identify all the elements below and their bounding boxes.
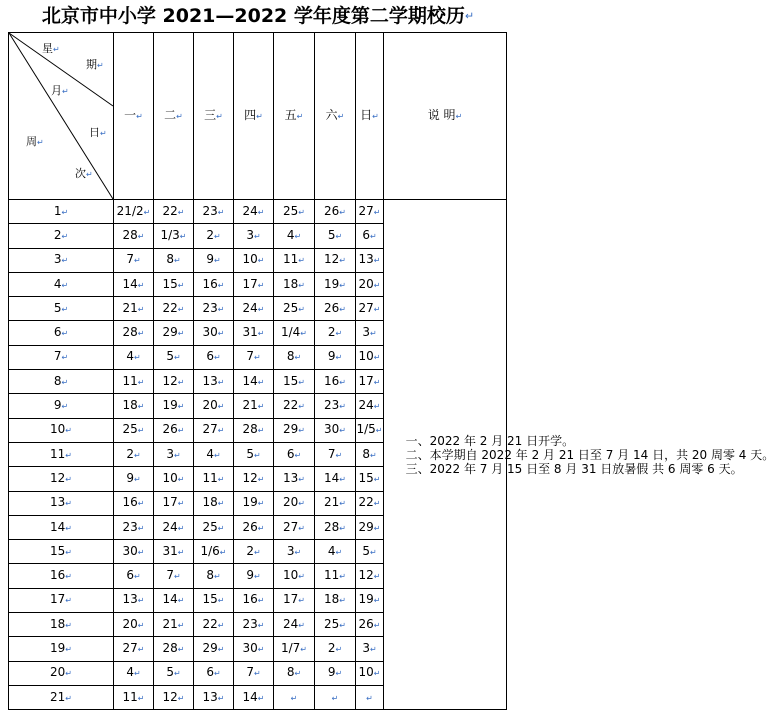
- date-cell: 10↵: [274, 564, 315, 588]
- date-cell: 5↵: [234, 442, 274, 466]
- date-cell: 2↵: [315, 637, 356, 661]
- date-cell: 30↵: [234, 637, 274, 661]
- date-cell: 10↵: [234, 248, 274, 272]
- date-cell: 13↵: [194, 685, 234, 709]
- date-cell: 26↵: [154, 418, 194, 442]
- weekday-header-wed: 三↵: [194, 33, 234, 200]
- notes-header: 说 明↵: [384, 33, 507, 200]
- date-cell: 22↵: [274, 394, 315, 418]
- page-title: [0, 2, 516, 30]
- weekday-header-fri: 五↵: [274, 33, 315, 200]
- date-cell: 14↵: [234, 370, 274, 394]
- date-cell: 2↵: [114, 442, 154, 466]
- date-cell: 23↵: [315, 394, 356, 418]
- week-number-cell: 15↵: [9, 540, 114, 564]
- date-cell: 9↵: [194, 248, 234, 272]
- title-text: 北京市中小学 2021—2022 学年度第二学期校历: [41, 5, 465, 27]
- date-cell: 17↵: [234, 272, 274, 296]
- date-cell: 10↵: [154, 467, 194, 491]
- weekday-header-thu: 四↵: [234, 33, 274, 200]
- date-cell: 27↵: [274, 515, 315, 539]
- date-cell: 7↵: [234, 345, 274, 369]
- date-cell: 22↵: [154, 297, 194, 321]
- date-cell: 6↵: [194, 661, 234, 685]
- date-cell: 24↵: [234, 297, 274, 321]
- date-cell: 17↵: [274, 588, 315, 612]
- date-cell: 9↵: [234, 564, 274, 588]
- date-cell: 6↵: [356, 224, 384, 248]
- date-cell: 27↵: [356, 297, 384, 321]
- date-cell: 30↵: [194, 321, 234, 345]
- date-cell: 3↵: [356, 321, 384, 345]
- date-cell: 11↵: [114, 685, 154, 709]
- date-cell: 1/6↵: [194, 540, 234, 564]
- date-cell: 31↵: [154, 540, 194, 564]
- date-cell: 2↵: [234, 540, 274, 564]
- date-cell: 15↵: [154, 272, 194, 296]
- date-cell: 4↵: [274, 224, 315, 248]
- weekday-header-sat: 六↵: [315, 33, 356, 200]
- date-cell: 15↵: [274, 370, 315, 394]
- date-cell: 3↵: [274, 540, 315, 564]
- date-cell: 7↵: [234, 661, 274, 685]
- date-cell: 22↵: [154, 200, 194, 224]
- date-cell: 9↵: [315, 345, 356, 369]
- date-cell: 3↵: [234, 224, 274, 248]
- date-cell: 12↵: [315, 248, 356, 272]
- date-cell: 16↵: [194, 272, 234, 296]
- week-number-cell: 17↵: [9, 588, 114, 612]
- date-cell: 1/3↵: [154, 224, 194, 248]
- corner-label-star: 星↵: [42, 42, 60, 55]
- date-cell: 21↵: [154, 613, 194, 637]
- date-cell: 23↵: [114, 515, 154, 539]
- date-cell: 24↵: [234, 200, 274, 224]
- week-row: [9, 200, 507, 224]
- date-cell: 28↵: [154, 637, 194, 661]
- date-cell: 28↵: [114, 321, 154, 345]
- date-cell: 10↵: [356, 661, 384, 685]
- date-cell: 20↵: [356, 272, 384, 296]
- date-cell: 16↵: [234, 588, 274, 612]
- date-cell: 11↵: [274, 248, 315, 272]
- date-cell: 12↵: [154, 370, 194, 394]
- date-cell: 7↵: [114, 248, 154, 272]
- date-cell: ↵: [356, 685, 384, 709]
- date-cell: 21↵: [315, 491, 356, 515]
- date-cell: 4↵: [194, 442, 234, 466]
- date-cell: 14↵: [154, 588, 194, 612]
- date-cell: 13↵: [114, 588, 154, 612]
- date-cell: 25↵: [274, 200, 315, 224]
- date-cell: 13↵: [194, 370, 234, 394]
- date-cell: 6↵: [274, 442, 315, 466]
- corner-label-month: 月↵: [51, 84, 69, 97]
- week-number-cell: 3↵: [9, 248, 114, 272]
- note-item: 三、2022 年 7 月 15 日至 8 月 31 日放暑假 共 6 周零 6 天。: [405, 461, 743, 476]
- date-cell: 19↵: [315, 272, 356, 296]
- date-cell: 8↵: [274, 345, 315, 369]
- corner-label-period: 期↵: [86, 58, 104, 71]
- date-cell: 23↵: [194, 297, 234, 321]
- week-number-cell: 7↵: [9, 345, 114, 369]
- date-cell: 11↵: [114, 370, 154, 394]
- date-cell: 16↵: [114, 491, 154, 515]
- date-cell: 7↵: [154, 564, 194, 588]
- date-cell: 27↵: [114, 637, 154, 661]
- week-number-cell: 9↵: [9, 394, 114, 418]
- date-cell: 17↵: [154, 491, 194, 515]
- corner-label-day: 日↵: [89, 126, 107, 139]
- date-cell: 4↵: [315, 540, 356, 564]
- date-cell: 4↵: [114, 345, 154, 369]
- date-cell: 8↵: [154, 248, 194, 272]
- date-cell: 29↵: [194, 637, 234, 661]
- week-number-cell: 6↵: [9, 321, 114, 345]
- date-cell: 19↵: [234, 491, 274, 515]
- date-cell: 22↵: [356, 491, 384, 515]
- date-cell: 5↵: [356, 540, 384, 564]
- date-cell: 19↵: [356, 588, 384, 612]
- date-cell: 20↵: [274, 491, 315, 515]
- date-cell: 26↵: [315, 297, 356, 321]
- paragraph-mark: ↵: [464, 9, 475, 23]
- week-number-cell: 8↵: [9, 370, 114, 394]
- date-cell: 28↵: [315, 515, 356, 539]
- date-cell: 1/4↵: [274, 321, 315, 345]
- date-cell: 16↵: [315, 370, 356, 394]
- date-cell: 14↵: [315, 467, 356, 491]
- date-cell: 7↵: [315, 442, 356, 466]
- date-cell: 9↵: [315, 661, 356, 685]
- corner-label-ci: 次↵: [75, 167, 93, 180]
- date-cell: 29↵: [356, 515, 384, 539]
- date-cell: 10↵: [356, 345, 384, 369]
- diagonal-header-cell: [9, 33, 114, 200]
- date-cell: 20↵: [114, 613, 154, 637]
- date-cell: 28↵: [234, 418, 274, 442]
- date-cell: 3↵: [154, 442, 194, 466]
- date-cell: 6↵: [114, 564, 154, 588]
- date-cell: 22↵: [194, 613, 234, 637]
- date-cell: 26↵: [356, 613, 384, 637]
- date-cell: 20↵: [194, 394, 234, 418]
- date-cell: 2↵: [315, 321, 356, 345]
- date-cell: 29↵: [274, 418, 315, 442]
- date-cell: 18↵: [315, 588, 356, 612]
- date-cell: 30↵: [315, 418, 356, 442]
- date-cell: 19↵: [154, 394, 194, 418]
- date-cell: 14↵: [234, 685, 274, 709]
- date-cell: 21↵: [234, 394, 274, 418]
- date-cell: 14↵: [114, 272, 154, 296]
- date-cell: 4↵: [114, 661, 154, 685]
- date-cell: 25↵: [315, 613, 356, 637]
- date-cell: 13↵: [274, 467, 315, 491]
- date-cell: 27↵: [356, 200, 384, 224]
- week-number-cell: 1↵: [9, 200, 114, 224]
- date-cell: 21/2↵: [114, 200, 154, 224]
- date-cell: 8↵: [274, 661, 315, 685]
- date-cell: 15↵: [194, 588, 234, 612]
- date-cell: 1/7↵: [274, 637, 315, 661]
- week-number-cell: 21↵: [9, 685, 114, 709]
- date-cell: 24↵: [154, 515, 194, 539]
- week-number-cell: 4↵: [9, 272, 114, 296]
- date-cell: 25↵: [194, 515, 234, 539]
- date-cell: 5↵: [154, 661, 194, 685]
- date-cell: 5↵: [154, 345, 194, 369]
- week-number-cell: 12↵: [9, 467, 114, 491]
- date-cell: 11↵: [194, 467, 234, 491]
- date-cell: 12↵: [154, 685, 194, 709]
- week-number-cell: 16↵: [9, 564, 114, 588]
- date-cell: 5↵: [315, 224, 356, 248]
- notes-cell: [384, 200, 774, 710]
- date-cell: 17↵: [356, 370, 384, 394]
- corner-label-week: 周↵: [26, 135, 44, 148]
- weekday-header-sun: 日↵: [356, 33, 384, 200]
- note-item: 二、本学期自 2022 年 2 月 21 日至 7 月 14 日，共 20 周零 4 天。: [405, 447, 774, 462]
- week-number-cell: 19↵: [9, 637, 114, 661]
- week-number-cell: 14↵: [9, 515, 114, 539]
- header-row: [9, 33, 507, 200]
- school-calendar-table: [8, 32, 774, 710]
- date-cell: ↵: [315, 685, 356, 709]
- date-cell: 11↵: [315, 564, 356, 588]
- week-number-cell: 18↵: [9, 613, 114, 637]
- date-cell: 2↵: [194, 224, 234, 248]
- date-cell: ↵: [274, 685, 315, 709]
- date-cell: 3↵: [356, 637, 384, 661]
- date-cell: 12↵: [234, 467, 274, 491]
- date-cell: 23↵: [234, 613, 274, 637]
- date-cell: 1/5↵: [356, 418, 384, 442]
- date-cell: 21↵: [114, 297, 154, 321]
- date-cell: 9↵: [114, 467, 154, 491]
- weekday-header-tue: 二↵: [154, 33, 194, 200]
- date-cell: 13↵: [356, 248, 384, 272]
- week-number-cell: 11↵: [9, 442, 114, 466]
- date-cell: 26↵: [234, 515, 274, 539]
- week-number-cell: 5↵: [9, 297, 114, 321]
- week-number-cell: 13↵: [9, 491, 114, 515]
- date-cell: 8↵: [356, 442, 384, 466]
- week-number-cell: 20↵: [9, 661, 114, 685]
- date-cell: 18↵: [194, 491, 234, 515]
- date-cell: 25↵: [114, 418, 154, 442]
- date-cell: 18↵: [114, 394, 154, 418]
- date-cell: 31↵: [234, 321, 274, 345]
- date-cell: 12↵: [356, 564, 384, 588]
- date-cell: 8↵: [194, 564, 234, 588]
- date-cell: 25↵: [274, 297, 315, 321]
- date-cell: 23↵: [194, 200, 234, 224]
- date-cell: 26↵: [315, 200, 356, 224]
- date-cell: 29↵: [154, 321, 194, 345]
- week-number-cell: 10↵: [9, 418, 114, 442]
- date-cell: 27↵: [194, 418, 234, 442]
- date-cell: 24↵: [274, 613, 315, 637]
- week-number-cell: 2↵: [9, 224, 114, 248]
- note-item: 一、2022 年 2 月 21 日开学。: [405, 433, 575, 448]
- date-cell: 24↵: [356, 394, 384, 418]
- date-cell: 28↵: [114, 224, 154, 248]
- date-cell: 15↵: [356, 467, 384, 491]
- date-cell: 6↵: [194, 345, 234, 369]
- weekday-header-mon: 一↵: [114, 33, 154, 200]
- date-cell: 30↵: [114, 540, 154, 564]
- date-cell: 18↵: [274, 272, 315, 296]
